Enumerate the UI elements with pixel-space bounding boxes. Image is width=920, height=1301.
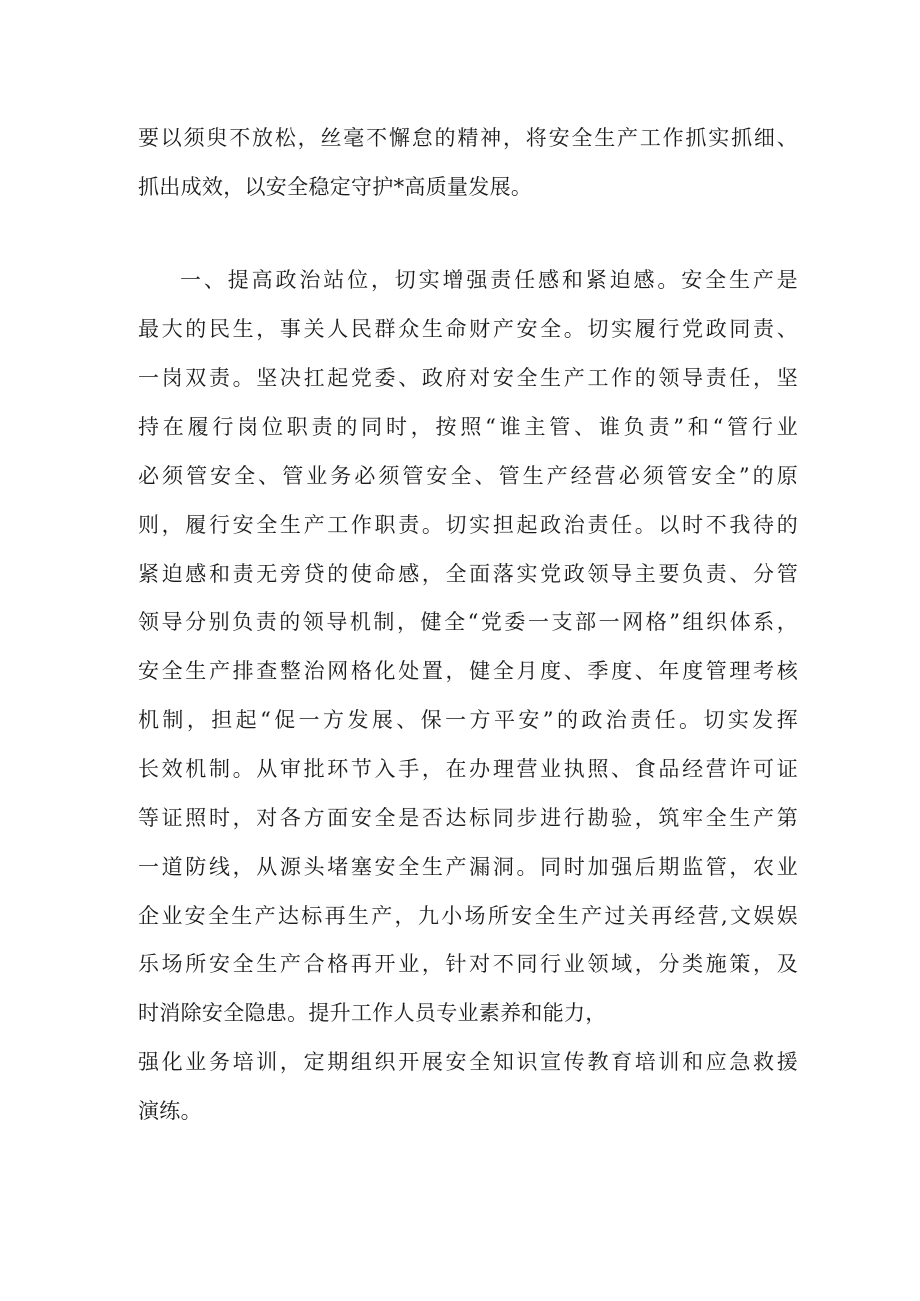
section-line-10: 机制，担起“促一方发展、保一方平安”的政治责任。切实发挥: [138, 708, 798, 732]
section-line-4: 持在履行岗位职责的同时，按照“谁主管、谁负责”和“管行业: [138, 415, 798, 439]
section-line-11: 长效机制。从审批环节入手，在办理营业执照、食品经营许可证: [138, 757, 798, 781]
section-line-15: 乐场所安全生产合格再开业，针对不同行业领域，分类施策，及: [138, 952, 798, 976]
section-line-5: 必须管安全、管业务必须管安全、管生产经营必须管安全”的原: [138, 464, 798, 488]
section-line-7: 紧迫感和责无旁贷的使命感，全面落实党政领导主要负责、分管: [138, 562, 798, 586]
section-line-14: 企业安全生产达标再生产，九小场所安全生产过关再经营,文娱娱: [138, 904, 798, 928]
section-line-2: 最大的民生，事关人民群众生命财产安全。切实履行党政同责、: [138, 317, 798, 341]
section-line-13: 一道防线，从源头堵塞安全生产漏洞。同时加强后期监管，农业: [138, 855, 798, 879]
section-line-16: 时消除安全隐患。提升工作人员专业素养和能力，: [138, 1001, 607, 1025]
intro-line-1: 要以须臾不放松，丝毫不懈怠的精神，将安全生产工作抓实抓细、: [138, 126, 798, 150]
section-line-9: 安全生产排查整治网格化处置，健全月度、季度、年度管理考核: [138, 659, 798, 683]
section-line-8: 领导分别负责的领导机制，健全“党委一支部一网格”组织体系，: [138, 610, 798, 634]
section-line-18: 演练。: [138, 1099, 202, 1123]
intro-line-2: 抓出成效，以安全稳定守护*高质量发展。: [138, 175, 533, 199]
section-line-3: 一岗双责。坚决扛起党委、政府对安全生产工作的领导责任，坚: [138, 366, 798, 390]
section-line-1: 一、提高政治站位，切实增强责任感和紧迫感。安全生产是: [180, 268, 798, 292]
section-line-6: 则，履行安全生产工作职责。切实担起政治责任。以时不我待的: [138, 513, 798, 537]
section-line-12: 等证照时，对各方面安全是否达标同步进行勘验，筑牢全生产第: [138, 806, 798, 830]
section-line-17: 强化业务培训，定期组织开展安全知识宣传教育培训和应急救援: [138, 1050, 798, 1074]
